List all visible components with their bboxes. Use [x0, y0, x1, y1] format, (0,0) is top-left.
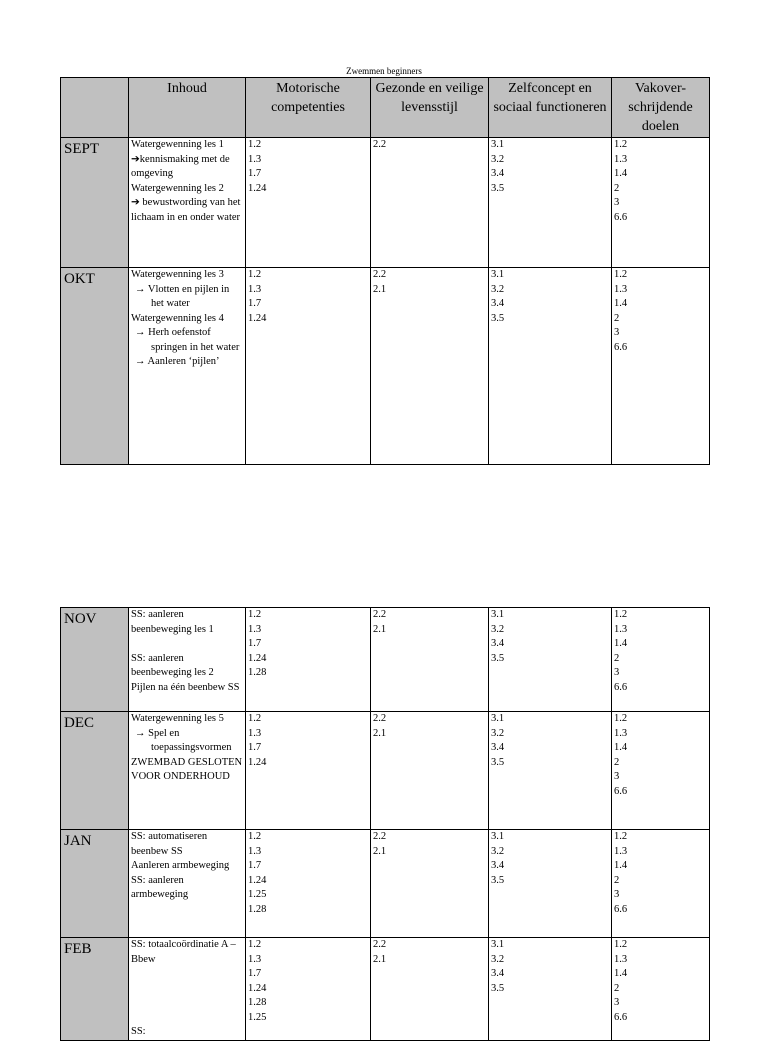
code-value: 1.24 — [248, 182, 267, 194]
inhoud-cell — [129, 712, 246, 830]
zelfconcept-cell — [489, 712, 612, 830]
code-value: 3.1 — [491, 831, 505, 842]
gezonde-cell — [371, 712, 489, 830]
motorische-cell — [246, 138, 371, 268]
code-value: 3.4 — [491, 298, 505, 309]
table-row — [61, 608, 710, 712]
code-value: 1.3 — [614, 623, 628, 635]
month-cell: SEPT — [61, 138, 129, 268]
table-row — [61, 938, 710, 1041]
inhoud-cell — [129, 138, 246, 268]
zelfconcept-cell — [489, 830, 612, 938]
code-value: 3.1 — [491, 269, 505, 280]
code-value: 3.1 — [491, 939, 505, 950]
code-value: 3.5 — [491, 756, 505, 768]
code-value: 1.2 — [248, 713, 262, 724]
inhoud-line: Pijlen na één beenbew SS — [131, 681, 240, 693]
month-cell: JAN — [61, 830, 129, 938]
code-value: 6.6 — [614, 681, 628, 693]
header-row — [61, 78, 710, 138]
month-cell: DEC — [61, 712, 129, 830]
header-motorische: Motorische competenties — [246, 78, 371, 138]
code-value: 1.2 — [248, 609, 262, 620]
inhoud-line: SS: aanleren armbeweging — [131, 874, 189, 900]
code-value: 1.2 — [614, 139, 628, 150]
inhoud-line — [131, 1011, 243, 1026]
gezonde-cell — [371, 830, 489, 938]
code-value: 1.28 — [248, 667, 267, 678]
document-title: Zwemmen beginners — [346, 66, 422, 76]
vakover-cell — [612, 712, 710, 830]
code-value: 3.5 — [491, 652, 505, 664]
code-value: 1.28 — [248, 997, 267, 1008]
code-value: 1.3 — [614, 845, 628, 857]
code-value: 1.4 — [614, 968, 628, 979]
code-value: 1.3 — [248, 623, 262, 635]
inhoud-line: ➔kennismaking met de omgeving — [131, 153, 230, 179]
code-value: 1.7 — [248, 742, 262, 753]
code-value: 3.4 — [491, 860, 505, 871]
motorische-cell — [246, 712, 371, 830]
code-value: 2.2 — [373, 939, 387, 950]
code-value: 1.28 — [248, 903, 267, 915]
code-value: 1.4 — [614, 860, 628, 871]
code-value: 1.2 — [248, 269, 262, 280]
inhoud-line: Watergewenning les 1 — [131, 139, 224, 150]
code-value: 6.6 — [614, 785, 628, 797]
zelfconcept-cell — [489, 938, 612, 1041]
motorische-cell — [246, 938, 371, 1041]
code-value: 1.3 — [248, 283, 262, 295]
code-value: 2 — [614, 652, 620, 664]
inhoud-cell — [129, 268, 246, 465]
code-value: 3.4 — [491, 742, 505, 753]
header-month — [61, 78, 129, 138]
code-value: 1.24 — [248, 874, 267, 886]
month-cell: FEB — [61, 938, 129, 1041]
code-value: 1.2 — [248, 831, 262, 842]
vakover-cell — [612, 608, 710, 712]
header-inhoud: Inhoud — [129, 78, 246, 138]
code-value: 3.4 — [491, 968, 505, 979]
inhoud-cell — [129, 830, 246, 938]
gezonde-cell — [371, 268, 489, 465]
code-value: 1.2 — [614, 609, 628, 620]
inhoud-cell — [129, 938, 246, 1041]
inhoud-line: SS: aanleren beenbeweging les 2 — [131, 652, 214, 678]
inhoud-line: SS: automatiseren beenbew SS — [131, 831, 208, 857]
code-value: 2 — [614, 874, 620, 886]
inhoud-line — [131, 637, 243, 652]
code-value: 3 — [614, 667, 620, 678]
month-cell: OKT — [61, 268, 129, 465]
table-row — [61, 268, 710, 465]
table-row — [61, 138, 710, 268]
code-value: 1.24 — [248, 982, 267, 994]
code-value: 1.7 — [248, 638, 262, 649]
inhoud-line: ➔ bewustwording van het lichaam in en onder water — [131, 197, 241, 223]
code-value: 1.3 — [614, 727, 628, 739]
code-value: 2 — [614, 312, 620, 324]
code-value: 3.4 — [491, 168, 505, 179]
gezonde-cell — [371, 938, 489, 1041]
code-value: 1.2 — [248, 939, 262, 950]
code-value: 1.3 — [614, 953, 628, 965]
vakover-cell — [612, 938, 710, 1041]
inhoud-line — [131, 967, 243, 982]
table-row — [61, 830, 710, 938]
code-value: 6.6 — [614, 211, 628, 223]
code-value: 3.5 — [491, 182, 505, 194]
inhoud-line: Aanleren armbeweging — [131, 860, 230, 871]
inhoud-cell — [129, 608, 246, 712]
code-value: 1.4 — [614, 742, 628, 753]
inhoud-line: SS: aanleren beenbeweging les 1 — [131, 609, 214, 635]
code-value: 1.24 — [248, 312, 267, 324]
code-value: 1.3 — [248, 845, 262, 857]
code-value: 3.2 — [491, 283, 505, 295]
code-value: 3.2 — [491, 623, 505, 635]
code-value: 1.25 — [248, 1011, 267, 1023]
code-value: 3 — [614, 997, 620, 1008]
code-value: 1.3 — [248, 727, 262, 739]
code-value: 2 — [614, 982, 620, 994]
code-value: 1.24 — [248, 756, 267, 768]
code-value: 2.1 — [373, 623, 387, 635]
plan-table-bottom — [60, 607, 710, 1041]
inhoud-line: Watergewenning les 3 — [131, 269, 224, 280]
code-value: 1.3 — [248, 153, 262, 165]
code-value: 3.1 — [491, 139, 505, 150]
code-value: 1.2 — [614, 713, 628, 724]
code-value: 3.5 — [491, 874, 505, 886]
inhoud-line: Watergewenning les 5 — [131, 713, 224, 724]
code-value: 2.2 — [373, 831, 387, 842]
code-value: 3 — [614, 771, 620, 782]
code-value: 1.2 — [614, 939, 628, 950]
inhoud-line — [131, 996, 243, 1011]
code-value: 3 — [614, 197, 620, 208]
code-value: 2.2 — [373, 609, 387, 620]
header-gezonde: Gezonde en veilige levensstijl — [371, 78, 489, 138]
code-value: 2.2 — [373, 269, 387, 280]
gezonde-cell — [371, 608, 489, 712]
inhoud-line: SS: totaalcoördinatie A – Bbew — [131, 939, 236, 965]
code-value: 6.6 — [614, 1011, 628, 1023]
code-value: 1.4 — [614, 638, 628, 649]
motorische-cell — [246, 268, 371, 465]
code-value: 1.3 — [614, 153, 628, 165]
code-value: 2 — [614, 182, 620, 194]
inhoud-line: → Vlotten en pijlen in het water — [135, 283, 230, 309]
code-value: 1.7 — [248, 298, 262, 309]
code-value: 1.25 — [248, 889, 267, 900]
code-value: 1.7 — [248, 968, 262, 979]
inhoud-line: Watergewenning les 2 — [131, 182, 224, 194]
motorische-cell — [246, 830, 371, 938]
vakover-cell — [612, 268, 710, 465]
zelfconcept-cell — [489, 268, 612, 465]
code-value: 3.5 — [491, 982, 505, 994]
code-value: 1.24 — [248, 652, 267, 664]
code-value: 2.1 — [373, 845, 387, 857]
month-cell: NOV — [61, 608, 129, 712]
code-value: 1.2 — [614, 831, 628, 842]
zelfconcept-cell — [489, 138, 612, 268]
code-value: 3.2 — [491, 153, 505, 165]
code-value: 1.7 — [248, 168, 262, 179]
inhoud-line: SS: — [131, 1026, 146, 1037]
code-value: 3.1 — [491, 713, 505, 724]
code-value: 1.3 — [248, 953, 262, 965]
code-value: 1.2 — [614, 269, 628, 280]
table-row — [61, 712, 710, 830]
inhoud-line: → Aanleren ‘pijlen’ — [135, 356, 220, 367]
zelfconcept-cell — [489, 608, 612, 712]
code-value: 3.4 — [491, 638, 505, 649]
inhoud-line: ZWEMBAD GESLOTEN VOOR ONDERHOUD — [131, 756, 243, 782]
vakover-cell — [612, 138, 710, 268]
motorische-cell — [246, 608, 371, 712]
code-value: 2.1 — [373, 727, 387, 739]
code-value: 1.4 — [614, 298, 628, 309]
code-value: 6.6 — [614, 903, 628, 915]
inhoud-line: → Herh oefenstof springen in het water — [135, 327, 240, 353]
code-value: 1.3 — [614, 283, 628, 295]
code-value: 1.4 — [614, 168, 628, 179]
vakover-cell — [612, 830, 710, 938]
code-value: 3.1 — [491, 609, 505, 620]
code-value: 1.2 — [248, 139, 262, 150]
code-value: 2 — [614, 756, 620, 768]
code-value: 3.2 — [491, 845, 505, 857]
code-value: 2.2 — [373, 713, 387, 724]
inhoud-line — [131, 982, 243, 997]
code-value: 1.7 — [248, 860, 262, 871]
code-value: 2.1 — [373, 953, 387, 965]
code-value: 3 — [614, 327, 620, 338]
code-value: 2.1 — [373, 283, 387, 295]
header-vakover: Vakover-schrijdende doelen — [612, 78, 710, 138]
code-value: 3.2 — [491, 727, 505, 739]
code-value: 6.6 — [614, 341, 628, 353]
inhoud-line: Watergewenning les 4 — [131, 312, 224, 324]
code-value: 2.2 — [373, 139, 387, 150]
code-value: 3.2 — [491, 953, 505, 965]
inhoud-line: → Spel en toepassingsvormen — [135, 727, 232, 753]
code-value: 3.5 — [491, 312, 505, 324]
gezonde-cell — [371, 138, 489, 268]
plan-table-top — [60, 77, 710, 465]
code-value: 3 — [614, 889, 620, 900]
header-zelfconcept: Zelfconcept en sociaal functioneren — [489, 78, 612, 138]
